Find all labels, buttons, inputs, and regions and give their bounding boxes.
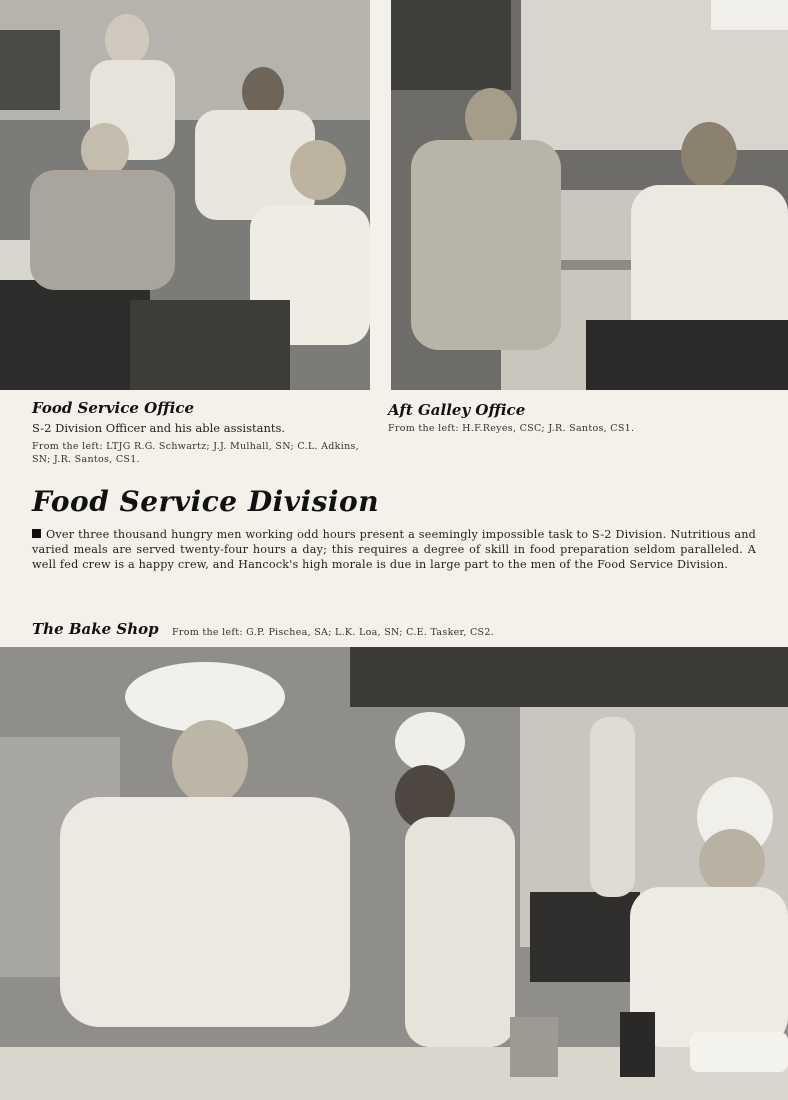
galley-photo-title: Aft Galley Office <box>388 401 526 419</box>
bake-shop-title: The Bake Shop <box>32 620 159 638</box>
section-title: Food Service Division <box>32 485 380 518</box>
intro-text: Over three thousand hungry men working odd hours present a seemingly impossible task to S-2 Division. Nutritious and varied meals are served twenty-four hours a day; this requires a degree of skill in food preparation seldom paralleled. A well fed crew is a happy crew, and Hancock's high morale is due in large part to the men of the Food Service Division. <box>32 528 756 571</box>
bake-shop-names: From the left: G.P. Pischea, SA; L.K. Loa, SN; C.E. Tasker, CS2. <box>172 627 495 638</box>
intro-paragraph <box>32 527 756 572</box>
galley-photo-names: From the left: H.F.Reyes, CSC; J.R. Santos, CS1. <box>388 423 635 434</box>
bullet-square-icon <box>32 529 41 538</box>
office-photo-title: Food Service Office <box>32 399 194 417</box>
aft-galley-office-photo <box>391 0 788 390</box>
office-photo-names: From the left: LTJG R.G. Schwartz; J.J. Mulhall, SN; C.L. Adkins, SN; J.R. Santos, CS1. <box>32 441 359 465</box>
office-photo-subtitle: S-2 Division Officer and his able assistants. <box>32 421 286 435</box>
bake-shop-photo <box>0 647 788 1100</box>
food-service-office-photo <box>0 0 370 390</box>
